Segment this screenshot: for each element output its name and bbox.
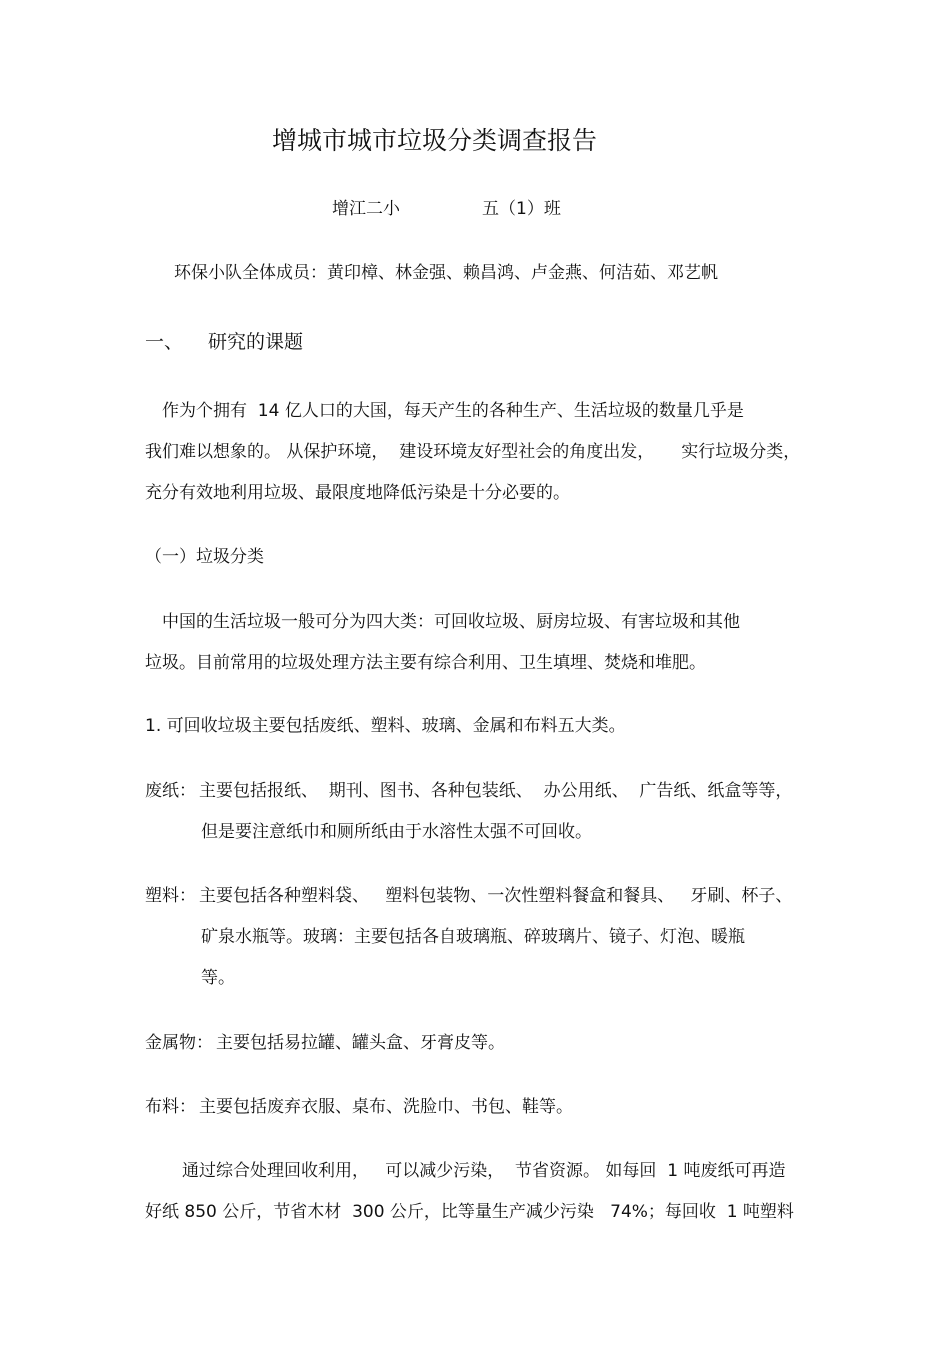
section-heading: 研究的课题	[208, 331, 304, 353]
paper-label: 废纸：	[145, 781, 196, 801]
intro-line-3: 充分有效地利用垃圾、最限度地降低污染是十分必要的。	[145, 483, 570, 503]
plastic-line-2: 矿泉水瓶等。玻璃：主要包括各自玻璃瓶、碎玻璃片、镜子、灯泡、暖瓶	[201, 927, 745, 947]
paper-line-2: 但是要注意纸巾和厕所纸由于水溶性太强不可回收。	[201, 822, 592, 842]
team-members: 环保小队全体成员：黄印樟、林金强、赖昌鸿、卢金燕、何洁茹、邓艺帆	[174, 263, 718, 283]
school-name: 增江二小	[332, 199, 400, 219]
intro-line-1: 作为个拥有 14 亿人口的大国，每天产生的各种生产、生活垃圾的数量几乎是	[162, 401, 744, 421]
intro-line-2: 我们难以想象的。 从保护环境， 建设环境友好型社会的角度出发， 实行垃圾分类，	[145, 442, 801, 462]
recyclable-item: 1. 可回收垃圾主要包括废纸、塑料、玻璃、金属和布料五大类。	[145, 716, 626, 736]
metal-label: 金属物：	[145, 1033, 213, 1053]
document-title: 增城市城市垃圾分类调查报告	[272, 126, 598, 155]
closing-line-2: 好纸 850 公斤，节省木材 300 公斤，比等量生产减少污染 74%；每回收 1 吨塑料	[145, 1202, 794, 1222]
categories-line-1: 中国的生活垃圾一般可分为四大类：可回收垃圾、厨房垃圾、有害垃圾和其他	[162, 612, 740, 632]
class-name: 五（1）班	[482, 199, 561, 219]
metal-text: 主要包括易拉罐、罐头盒、牙膏皮等。	[216, 1033, 505, 1053]
categories-line-2: 垃圾。目前常用的垃圾处理方法主要有综合利用、卫生填埋、焚烧和堆肥。	[145, 653, 706, 673]
plastic-line-3: 等。	[201, 968, 235, 988]
plastic-line-1: 主要包括各种塑料袋、 塑料包装物、一次性塑料餐盒和餐具、 牙刷、杯子、	[199, 886, 793, 906]
plastic-label: 塑料：	[145, 886, 196, 906]
paper-line-1: 主要包括报纸、 期刊、图书、各种包装纸、 办公用纸、 广告纸、纸盒等等，	[199, 781, 793, 801]
closing-line-1: 通过综合处理回收利用， 可以减少污染， 节省资源。 如每回 1 吨废纸可再造	[182, 1161, 786, 1181]
section-number: 一、	[145, 331, 184, 353]
cloth-label: 布料：	[145, 1097, 196, 1117]
cloth-text: 主要包括废弃衣服、桌布、洗脸巾、书包、鞋等。	[199, 1097, 573, 1117]
subsection-heading: （一）垃圾分类	[145, 547, 264, 567]
